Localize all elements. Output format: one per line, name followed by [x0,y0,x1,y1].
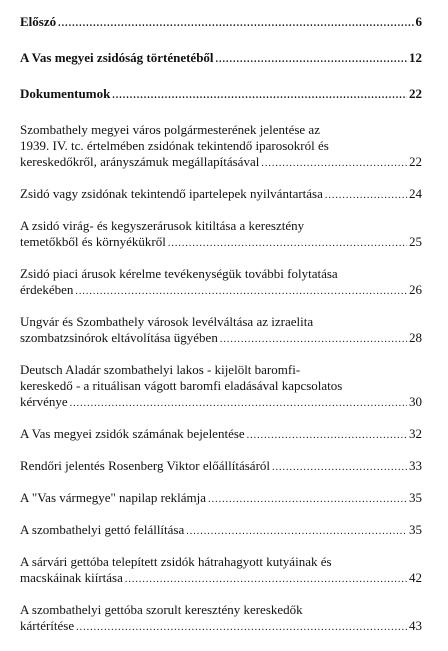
toc-entry-page: 12 [409,50,422,65]
toc-entry-title-line: A sárvári gettóba telepített zsidók hátrahagyott kutyáinak és [20,554,332,569]
toc-entry[interactable] [20,314,422,348]
toc-entry[interactable] [20,362,422,412]
toc-entry[interactable] [20,122,422,172]
toc-leader-dots [186,524,407,540]
toc-entry[interactable] [20,266,422,300]
toc-leader-dots [325,188,407,204]
toc-leader-dots [70,396,407,412]
toc-entry-title-line: Ungvár és Szombathely városok levélváltása az izraelita [20,314,314,329]
toc-entry[interactable] [20,602,422,636]
toc-entry-title: kereskedőkről, arányszámuk megállapításával [20,154,260,169]
toc-entry-title: érdekében [20,282,74,297]
toc-entry-title-line: Deutsch Aladár szombathelyi lakos - kijelölt baromfi- [20,362,301,377]
toc-entry-page: 30 [409,394,422,409]
toc-entry-title-line: A zsidó virág- és kegyszerárusok kitiltása a keresztény [20,218,305,233]
toc-entry[interactable] [20,14,422,32]
toc-entry[interactable] [20,186,422,204]
toc-entry-page: 32 [409,426,422,441]
toc-leader-dots [76,620,407,636]
toc-entry-page: 25 [409,234,422,249]
toc-entry-title-line: Szombathely megyei város polgármesterének jelentése az [20,122,320,137]
toc-entry-title: A Vas megyei zsidóság történetéből [20,50,214,65]
toc-leader-dots [261,156,407,172]
toc-entry[interactable] [20,86,422,104]
toc-entry-title: macskáinak kiírtása [20,570,123,585]
toc-leader-dots [247,428,407,444]
toc-entry[interactable] [20,522,422,540]
toc-entry[interactable] [20,458,422,476]
toc-leader-dots [216,52,407,68]
toc-entry-page: 26 [409,282,422,297]
toc-entry-title: Rendőri jelentés Rosenberg Viktor előállításáról [20,458,271,473]
toc-entry[interactable] [20,218,422,252]
toc-entry-title: kérvénye [20,394,68,409]
toc-leader-dots [112,88,407,104]
toc-entry-page: 33 [409,458,422,473]
toc-entry-title: A Vas megyei zsidók számának bejelentése [20,426,245,441]
toc-entry-title: Dokumentumok [20,86,111,101]
toc-entry[interactable] [20,490,422,508]
table-of-contents [20,14,422,650]
toc-entry-title: A "Vas vármegye" napilap reklámja [20,490,207,505]
toc-leader-dots [220,332,407,348]
toc-entry-title: kártérítése [20,618,75,633]
toc-entry-title-line: kereskedő - a rituálisan vágott baromfi eladásával kapcsolatos [20,378,343,393]
toc-entry-title: szombatzsinórok eltávolítása ügyében [20,330,218,345]
toc-entry-title-line: 1939. IV. tc. értelmében zsidónak tekintendő iparosokról és [20,138,329,153]
toc-leader-dots [168,236,407,252]
toc-entry-title: Zsidó vagy zsidónak tekintendő ipartelepek nyilvántartása [20,186,323,201]
toc-leader-dots [208,492,407,508]
toc-leader-dots [75,284,407,300]
toc-leader-dots [125,572,407,588]
toc-entry-title-line: Zsidó piaci árusok kérelme tevékenységük további folytatása [20,266,338,281]
toc-entry-page: 35 [409,490,422,505]
toc-entry-page: 22 [409,154,422,169]
toc-entry-page: 35 [409,522,422,537]
toc-entry-title-line: A szombathelyi gettóba szorult keresztény kereskedők [20,602,303,617]
toc-entry[interactable] [20,554,422,588]
toc-entry-page: 6 [415,14,422,29]
toc-entry-title: Előszó [20,14,57,29]
toc-entry-page: 43 [409,618,422,633]
toc-entry-page: 42 [409,570,422,585]
toc-entry-page: 28 [409,330,422,345]
toc-leader-dots [272,460,407,476]
toc-leader-dots [58,16,413,32]
toc-entry-page: 22 [409,86,422,101]
toc-entry-title: A szombathelyi gettó felállítása [20,522,185,537]
toc-entry[interactable] [20,50,422,68]
toc-entry-page: 24 [409,186,422,201]
toc-entry[interactable] [20,426,422,444]
toc-entry-title: temetőkből és környékükről [20,234,166,249]
